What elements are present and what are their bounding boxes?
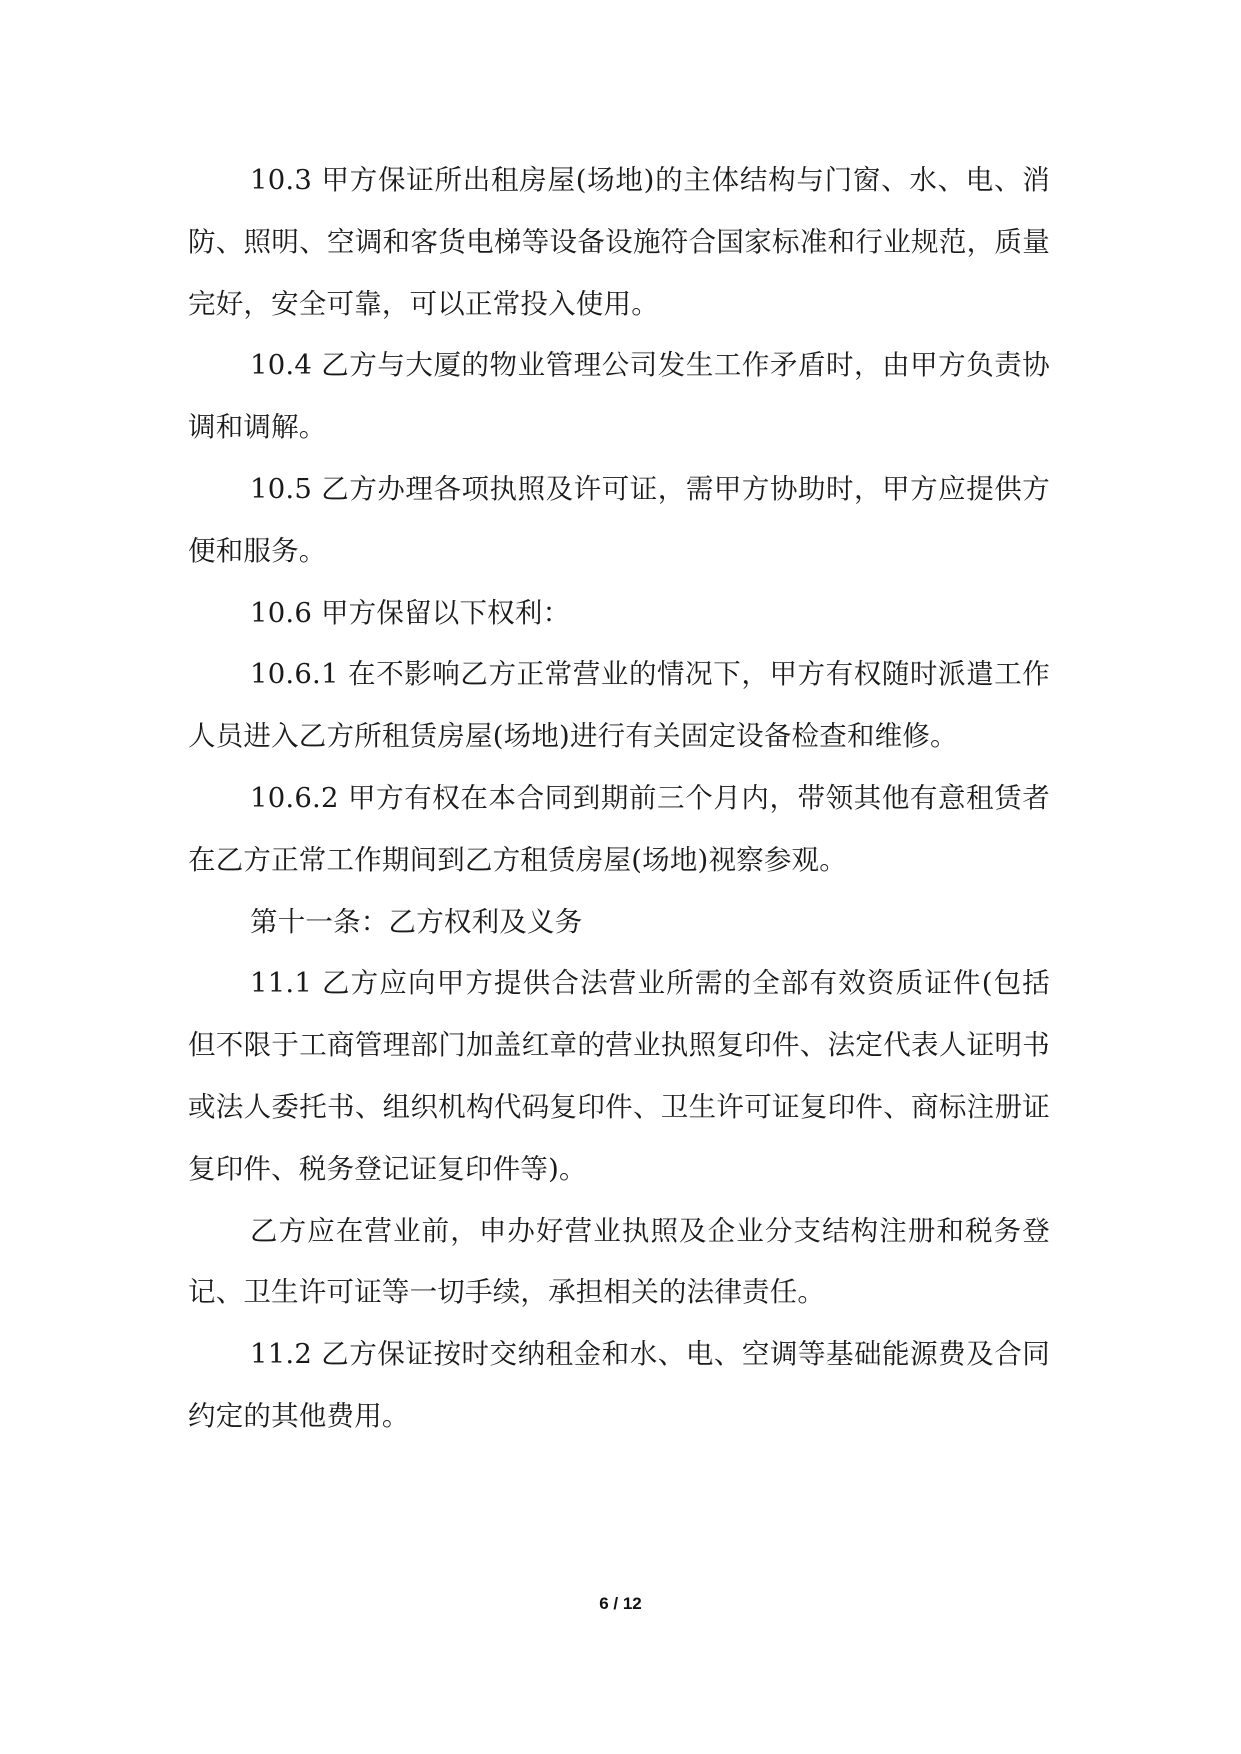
paragraph-11-2: 11.2 乙方保证按时交纳租金和水、电、空调等基础能源费及合同约定的其他费用。 xyxy=(188,1338,1050,1432)
paragraph-10-6: 10.6 甲方保留以下权利： xyxy=(250,596,571,629)
page-number: 6 / 12 xyxy=(599,1594,642,1613)
paragraph-10-4: 10.4 乙方与大厦的物业管理公司发生工作矛盾时，由甲方负责协调和调解。 xyxy=(188,349,1050,444)
paragraph-11-1: 11.1 乙方应向甲方提供合法营业所需的全部有效资质证件(包括但不限于工商管理部门加盖红章的营业执照复印件、法定代表人证明书或法人委托书、组织机构代码复印件、卫生许可证复印件、商标注册证复印件、税务登记证复印件等)。 xyxy=(188,967,1050,1185)
document-body xyxy=(188,150,1050,1448)
paragraph-10-6-2: 10.6.2 甲方有权在本合同到期前三个月内，带领其他有意租赁者在乙方正常工作期间到乙方租赁房屋(场地)视察参观。 xyxy=(188,781,1050,876)
paragraph-10-6-1: 10.6.1 在不影响乙方正常营业的情况下，甲方有权随时派遣工作人员进入乙方所租赁房屋(场地)进行有关固定设备检查和维修。 xyxy=(188,658,1050,753)
paragraph-11-1-continued: 乙方应在营业前，申办好营业执照及企业分支结构注册和税务登记、卫生许可证等一切手续，承担相关的法律责任。 xyxy=(188,1214,1050,1309)
paragraph-10-3: 10.3 甲方保证所出租房屋(场地)的主体结构与门窗、水、电、消防、照明、空调和客货电梯等设备设施符合国家标准和行业规范，质量完好，安全可靠，可以正常投入使用。 xyxy=(188,164,1050,320)
section-heading-article-11: 第十一条：乙方权利及义务 xyxy=(250,905,583,938)
paragraph-10-5: 10.5 乙方办理各项执照及许可证，需甲方协助时，甲方应提供方便和服务。 xyxy=(188,472,1050,567)
